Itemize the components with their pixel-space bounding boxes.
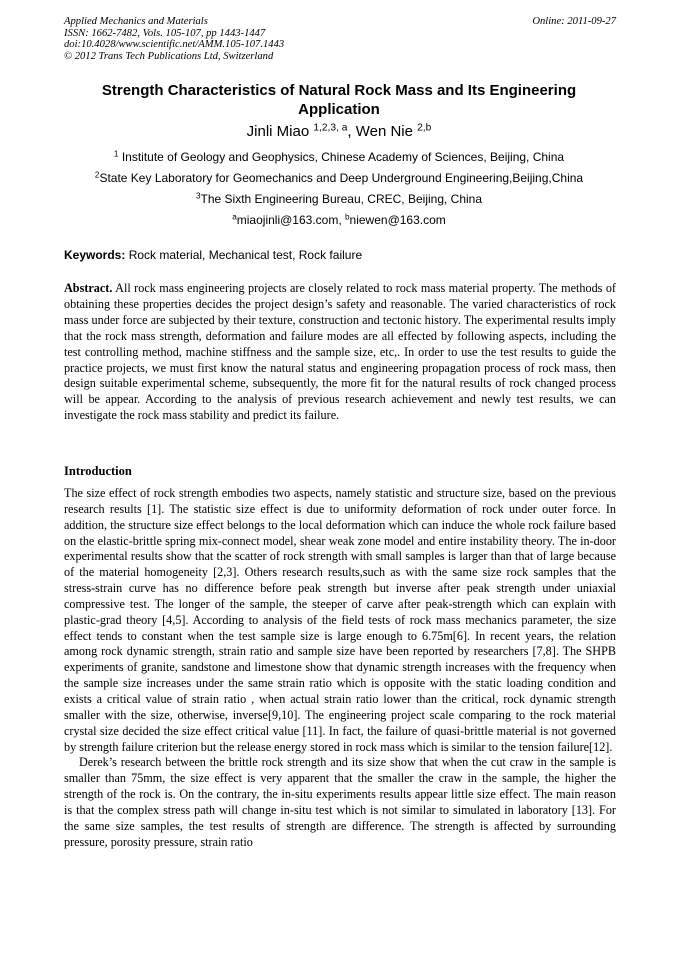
journal-name: Applied Mechanics and Materials	[64, 16, 208, 27]
paragraph: Derek’s research between the brittle rock strength and its size show that when the cut craw in the sample is smaller than 75mm, the size effect is very apparent that the smaller the craw in the sample, the higher the strength of the rock is. On the contrary, the in-situ experiments results appear little size effect. The main reason is that the complex stress path will change in-situ test which is not similar to simulated in laboratory [13]. For the same size samples, the test results of strength are difference. The strength is affected by surrounding pressure, porosity pressure, strain ratio	[64, 755, 616, 849]
doi-line: doi:10.4028/www.scientific.net/AMM.105-107.1443	[64, 39, 285, 51]
affiliation-2	[64, 171, 614, 185]
affiliation-marker: 1	[113, 149, 119, 159]
email-link[interactable]: niewen@163.com	[349, 213, 446, 227]
author-affiliation-marker: 2,b	[417, 122, 432, 134]
abstract-text: All rock mass engineering projects are closely related to rock mass material property. The methods of obtaining these properties decides the project design’s safety and reasonable. The varied characteristics of rock mass under force are subjected by their texture, construction and tectonic history. The experimental results imply that the rock mass strength, deformation and failure modes are all effected by following aspects, including the test controlling method, machine stiffness and the sample size, etc,. In order to use the test results to guide the practice projects, we must first know the natural status and engineering propagation process of rock mass, then design suitable experimental scheme, subsequently, the more fit for the natural results of rock changed process will be appear. According to the analysis of previous research achievement and newly test results, we can investigate the rock mass stability and predict its failure.	[64, 281, 616, 423]
author-name: Wen Nie	[355, 123, 413, 140]
author-emails	[64, 213, 614, 227]
introduction-body	[64, 486, 616, 850]
journal-header	[64, 16, 616, 62]
online-date: Online: 2011-09-27	[532, 16, 616, 27]
issn-line: ISSN: 1662-7482, Vols. 105-107, pp 1443-1447	[64, 27, 266, 39]
affiliation-text: State Key Laboratory for Geomechanics and Deep Underground Engineering,Beijing,China	[99, 171, 584, 185]
keywords-text: Rock material, Mechanical test, Rock failure	[125, 248, 363, 262]
abstract	[64, 281, 616, 424]
affiliation-text: Institute of Geology and Geophysics, Chinese Academy of Sciences, Beijing, China	[121, 150, 565, 164]
email-link[interactable]: miaojinli@163.com,	[236, 213, 345, 227]
author-line	[64, 123, 614, 141]
author-name: Jinli Miao	[246, 123, 310, 140]
affiliation-3	[64, 192, 614, 206]
email-marker: a	[232, 212, 237, 222]
affiliation-text: The Sixth Engineering Bureau, CREC, Beijing, China	[200, 192, 483, 206]
paragraph: The size effect of rock strength embodies two aspects, namely statistic and structure size, based on the previous research results [1]. The statistic size effect is due to uniformity deformation of rock under outer force. In addition, the structure size effect belongs to the local deformation which can induce the whole rock failure based on the elastic-brittle spring mix-connect model, shear weak zone model and entire instability theory. The in-door experimental results show that the scatter of rock strength with small samples is larger than that of large because of the material homogeneity [2,3]. Others research results,such as with the same size rock samples that the stress-strain curve has no difference before peak strength but inverse after peak strength under uniaxial compressive test. The longer of the sample, the steeper of carve after peak-strength which can explain with plastic-grad theory [4,5]. According to analysis of the field tests of rock mass mechanics parameter, the size effect tends to constant when the test sample size is large enough to 6.75m[6]. In recent years, the relation among rock dynamic strength, strain ratio and sample size have been reported by researchers [7,8]. The SHPB experiments of granite, sandstone and limestone show that dynamic strength increases with the frequency when the sample size increases under the same strain ratio which is opposite with the static loading condition and exists a critical value of strain ratio , when actual strain ratio lower than the critical, rock dynamic strength smaller with the size, otherwise, inverse[9,10]. The engineering project scale comparing to the rock material crystal size decided the size effect critical value [11]. In fact, the failure of quasi-brittle material is not governed by strength failure criterion but the release energy stored in rock mass which is similar to the tension failure[12].	[64, 486, 616, 754]
author-separator: ,	[347, 123, 356, 140]
affiliation-marker: 2	[94, 170, 100, 180]
author-affiliation-marker: 1,2,3, a	[313, 122, 348, 134]
paper-title: Strength Characteristics of Natural Rock Mass and Its Engineering Application	[101, 82, 577, 118]
section-heading-introduction: Introduction	[64, 464, 132, 478]
affiliation-1	[64, 150, 614, 164]
email-marker: b	[345, 212, 350, 222]
keywords-label: Keywords:	[64, 248, 126, 262]
affiliation-marker: 3	[195, 191, 201, 201]
keywords	[64, 248, 616, 262]
copyright-line: © 2012 Trans Tech Publications Ltd, Switzerland	[64, 50, 274, 62]
abstract-label: Abstract.	[64, 281, 113, 295]
